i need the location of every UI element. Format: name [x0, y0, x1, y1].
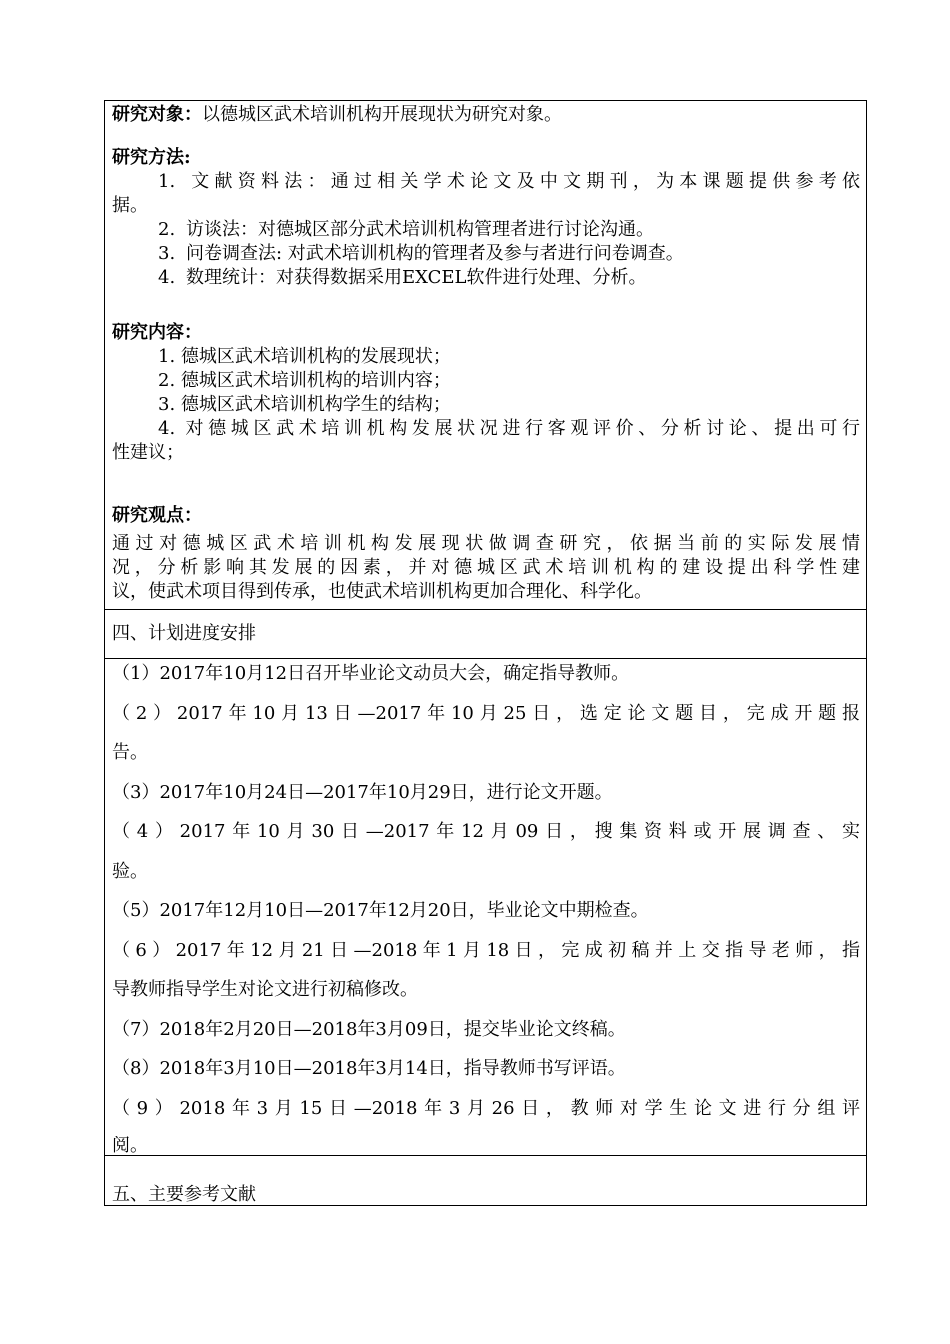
schedule-line: （1）2017年10月12日召开毕业论文动员大会，确定指导教师。: [112, 663, 630, 684]
content-item: 4. 对德城区武术培训机构发展状况进行客观评价、分析讨论、提出可行: [158, 418, 860, 439]
schedule-line: （8）2018年3月10日—2018年3月14日，指导教师书写评语。: [112, 1058, 626, 1079]
schedule-line: （3）2017年10月24日—2017年10月29日，进行论文开题。: [112, 781, 613, 803]
schedule-line: （2）2017年10月13日—2017年10月25日，选定论文题目，完成开题报: [112, 702, 860, 724]
research-object-text: 以德城区武术培训机构开展现状为研究对象。: [202, 104, 562, 125]
schedule-list: [112, 654, 860, 1128]
schedule-line: （4）2017年10月30日—2017年12月09日，搜集资料或开展调查、实: [112, 821, 860, 842]
viewpoint-line: 况，分析影响其发展的因素，并对德城区武术培训机构的建设提出科学性建: [112, 557, 860, 578]
schedule-line: 验。: [112, 860, 148, 882]
method-item: 3. 问卷调查法: 对武术培训机构的管理者及参与者进行问卷调查。: [158, 243, 684, 264]
content-item: 2. 德城区武术培训机构的培训内容；: [158, 370, 451, 391]
content-item: 1. 德城区武术培训机构的发展现状；: [158, 346, 451, 367]
research-viewpoint: [112, 504, 860, 604]
research-viewpoint-label: 研究观点：: [112, 505, 202, 526]
section5-heading: 五、主要参考文献: [112, 1184, 256, 1205]
research-content-label: 研究内容：: [112, 322, 202, 343]
schedule-line: （5）2017年12月10日—2017年12月20日，毕业论文中期检查。: [112, 900, 649, 921]
research-methods-label: 研究方法:: [112, 147, 191, 168]
research-content: [112, 321, 860, 465]
viewpoint-line: 议，使武术项目得到传承，也使武术培训机构更加合理化、科学化。: [112, 581, 652, 602]
section4-heading: 四、计划进度安排: [112, 623, 256, 644]
method-item: 4. 数理统计：对获得数据采用EXCEL软件进行处理、分析。: [158, 267, 647, 288]
viewpoint-line: 通过对德城区武术培训机构发展现状做调查研究，依据当前的实际发展情: [112, 533, 860, 554]
schedule-clipped-line: 阅。: [112, 1136, 148, 1156]
schedule-line: （6）2017年12月21日—2018年1月18日，完成初稿并上交指导老师，指: [112, 939, 860, 961]
schedule-line: （7）2018年2月20日—2018年3月09日，提交毕业论文终稿。: [112, 1018, 626, 1040]
content-item-continuation: 性建议；: [112, 442, 184, 463]
research-methods: [112, 146, 860, 290]
research-object: [112, 103, 860, 127]
schedule-line: （9）2018年3月15日—2018年3月26日，教师对学生论文进行分组评: [112, 1097, 860, 1119]
method-item-continuation: 据。: [112, 195, 148, 216]
method-item: 2. 访谈法：对德城区部分武术培训机构管理者进行讨论沟通。: [158, 219, 654, 240]
schedule-line: 导教师指导学生对论文进行初稿修改。: [112, 979, 418, 1000]
method-item: 1. 文献资料法：通过相关学术论文及中文期刊，为本课题提供参考依: [158, 171, 860, 192]
schedule-line: 告。: [112, 742, 148, 763]
row-divider: [104, 609, 867, 610]
content-item: 3. 德城区武术培训机构学生的结构；: [158, 394, 451, 415]
research-object-label: 研究对象：: [112, 104, 202, 125]
